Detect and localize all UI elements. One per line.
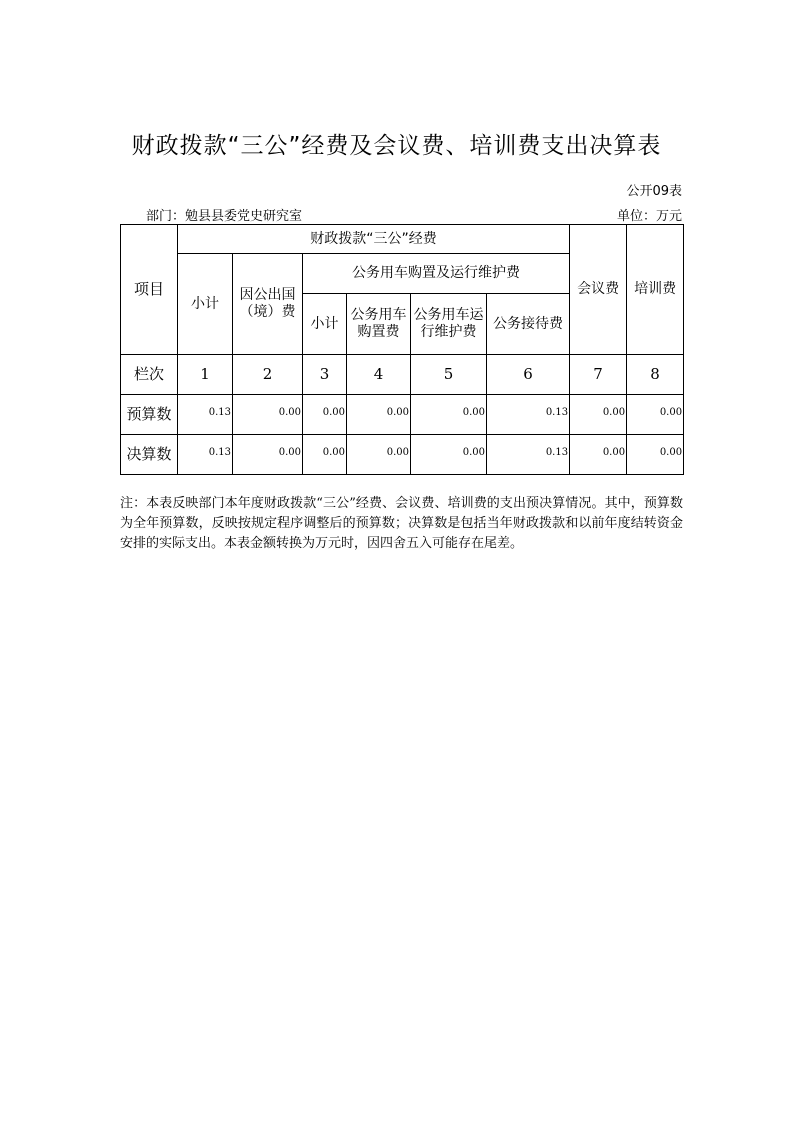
expense-table — [120, 224, 684, 475]
department-label: 部门：勉县县委党史研究室 — [146, 209, 303, 224]
table-cell: 0.00 — [627, 395, 684, 435]
header-reception: 公务接待费 — [487, 294, 570, 355]
column-number: 4 — [347, 355, 411, 395]
table-cell: 0.00 — [411, 435, 487, 475]
table-cell: 0.00 — [233, 395, 303, 435]
header-meeting: 会议费 — [570, 225, 627, 355]
header-training: 培训费 — [627, 225, 684, 355]
header-vehicle-group: 公务用车购置及运行维护费 — [303, 254, 570, 294]
header-abroad: 因公出国（境）费 — [233, 254, 303, 355]
row-label: 栏次 — [121, 355, 178, 395]
header-group-main: 财政拨款“三公”经费 — [178, 225, 570, 254]
table-cell: 0.00 — [303, 395, 347, 435]
header-vehicle-purchase: 公务用车购置费 — [347, 294, 411, 355]
table-cell: 0.13 — [178, 435, 233, 475]
table-cell: 0.00 — [303, 435, 347, 475]
column-number: 7 — [570, 355, 627, 395]
header-vehicle-operation: 公务用车运行维护费 — [411, 294, 487, 355]
table-cell: 0.00 — [347, 395, 411, 435]
table-cell: 0.00 — [570, 395, 627, 435]
table-cell: 0.00 — [347, 435, 411, 475]
column-number: 1 — [178, 355, 233, 395]
column-number: 5 — [411, 355, 487, 395]
table-cell: 0.13 — [178, 395, 233, 435]
table-cell: 0.00 — [233, 435, 303, 475]
form-code: 公开09表 — [626, 184, 682, 199]
column-number: 3 — [303, 355, 347, 395]
row-label: 预算数 — [121, 395, 178, 435]
table-cell: 0.13 — [487, 395, 570, 435]
table-cell: 0.00 — [411, 395, 487, 435]
column-number-row — [121, 355, 684, 395]
table-cell: 0.00 — [570, 435, 627, 475]
header-vehicle-subtotal: 小计 — [303, 294, 347, 355]
header-subtotal: 小计 — [178, 254, 233, 355]
unit-label: 单位：万元 — [616, 209, 682, 224]
row-label: 决算数 — [121, 435, 178, 475]
column-number: 8 — [627, 355, 684, 395]
table-cell: 0.00 — [627, 435, 684, 475]
table-row-budget — [121, 395, 684, 435]
column-number: 6 — [487, 355, 570, 395]
column-number: 2 — [233, 355, 303, 395]
table-row-final — [121, 435, 684, 475]
header-item: 项目 — [121, 225, 178, 355]
header-row-1 — [121, 225, 684, 254]
table-cell: 0.13 — [487, 435, 570, 475]
footnote: 注：本表反映部门本年度财政拨款“三公”经费、会议费、培训费的支出预决算情况。其中，预算数为全年预算数，反映按规定程序调整后的预算数；决算数是包括当年财政拨款和以前年度结转资金安排的实际支出。本表金额转换为万元时，因四舍五入可能存在尾差。 — [120, 496, 683, 551]
page-title: 财政拨款“三公”经费及会议费、培训费支出决算表 — [131, 133, 662, 159]
